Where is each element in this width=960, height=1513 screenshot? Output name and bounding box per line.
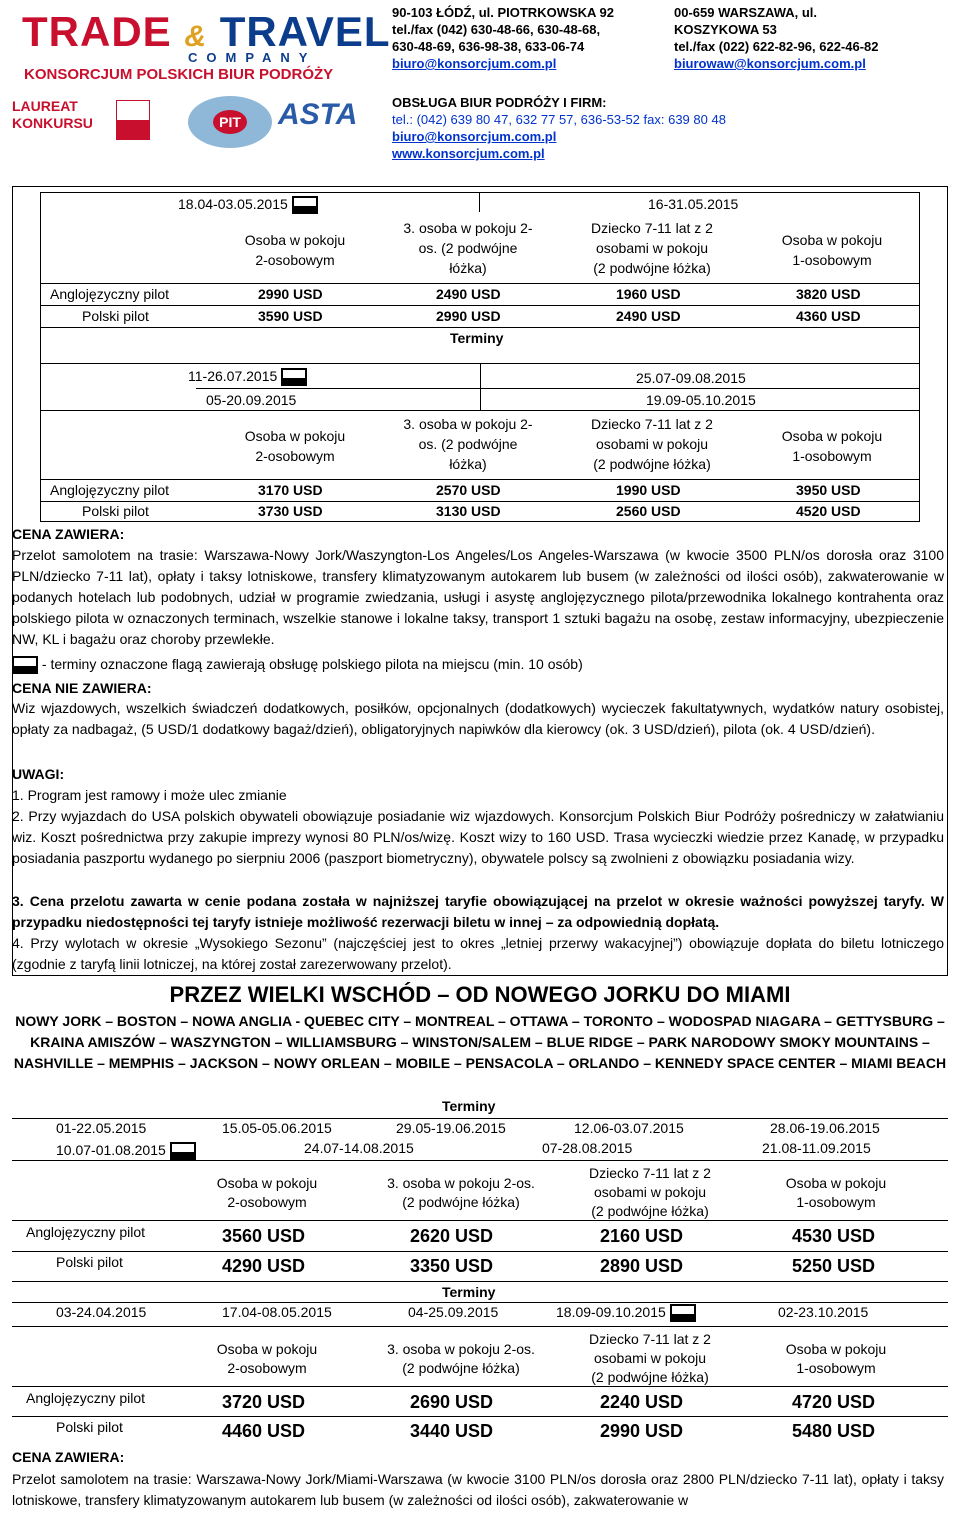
col1-line: 2-osobowym [227,1360,307,1376]
price-cell: 4360 USD [796,308,861,324]
col3-line: osobami w pokoju [595,240,709,256]
price-cell: 5250 USD [792,1256,876,1276]
col4-line: Osoba w pokoju [785,1175,887,1191]
t4-date-flag-text: 18.09-09.10.2015 [556,1304,666,1320]
row-line [12,1220,948,1221]
row-line [40,501,920,502]
col4-line: 1-osobowym [796,1360,876,1376]
t1-col4-header [762,230,902,270]
col1-line: 2-osobowym [255,448,335,464]
row-line [12,1302,948,1303]
col4-line: Osoba w pokoju [785,1341,887,1357]
service-tel: tel.: (042) 639 80 47, 632 77 57, 636-53-52 fax: 639 80 48 [392,112,726,127]
price-cell: 5480 USD [792,1421,876,1441]
t3-date-flag [56,1142,196,1160]
t4-col4-header [766,1340,906,1378]
laureat-flag-icon [116,100,150,140]
row-line [40,410,920,411]
col2-line: łóżka) [449,456,487,472]
uwaga-2: 2. Przy wyjazdach do USA polskich obywateli obowiązuje posiadanie wiz wjazdowych. Konsorcjum Polskich Biur Podróży pośredniczy w załatwianiu wiz. Koszt pośrednictwa przy zakupie imprezy wynosi 80 PLN/os/wizę. Koszt wizy to 160 USD. Trasa wycieczki wiedzie przez Kanadę, w przypadku posiadania paszportu wydanego po sierpniu 2006 (paszport biometryczny), obywatele polscy są zwolnieni z obowiązku posiadania wizy. [12,808,944,866]
t1-col1-header [230,230,360,270]
t4-col1-header [202,1340,332,1378]
pit-label: PIT [213,110,247,134]
row-label-english-pilot: Anglojęzyczny pilot [50,482,170,498]
polish-flag-icon [670,1304,696,1322]
t2-date-line [196,388,920,389]
lodz-line: tel./fax (042) 630-48-66, 630-48-68, [392,22,601,37]
col3-line: (2 podwójne łóżka) [593,260,711,276]
price-cell: 4720 USD [792,1392,876,1412]
service-www-link[interactable]: www.konsorcjum.com.pl [392,146,545,161]
col3-line: osobami w pokoju [595,436,709,452]
col4-line: Osoba w pokoju [781,428,883,444]
price-cell: 2570 USD [436,482,501,498]
lodz-email-link[interactable]: biuro@konsorcjum.com.pl [392,56,557,71]
service-title: OBSŁUGA BIUR PODRÓŻY I FIRM: [392,95,607,110]
t2-col3-header [572,414,732,474]
col1-line: Osoba w pokoju [216,1341,318,1357]
tour-title: PRZEZ WIELKI WSCHÓD – OD NOWEGO JORKU DO MIAMI [169,982,791,1007]
t3-col4-header [766,1174,906,1212]
terminy-label: Terminy [442,1098,496,1114]
polish-flag-icon [170,1142,196,1160]
date-cell: 15.05-05.06.2015 [222,1120,332,1136]
polish-flag-icon [292,196,318,214]
service-email-link[interactable]: biuro@konsorcjum.com.pl [392,129,557,144]
laureat-line2: KONKURSU [12,115,93,131]
warsaw-line: KOSZYKOWA 53 [674,22,777,37]
terminy-label: Terminy [442,1284,496,1300]
price-cell: 1960 USD [616,286,681,302]
t2-col2-header [388,414,548,474]
col3-line: (2 podwójne łóżka) [593,456,711,472]
row-line [12,1386,948,1387]
price-cell: 2620 USD [410,1226,494,1246]
row-line [12,1326,948,1327]
polish-flag-icon [281,368,307,386]
date-cell: 17.04-08.05.2015 [222,1304,332,1320]
price-cell: 3350 USD [410,1256,494,1276]
price-cell: 2690 USD [410,1392,494,1412]
warsaw-line: tel./fax (022) 622-82-96, 622-46-82 [674,39,879,54]
polish-flag-icon [12,656,38,674]
row-line [40,327,920,328]
row-label-polish-pilot: Polski pilot [82,308,149,324]
price-cell: 3730 USD [258,503,323,519]
col2-line: os. (2 podwójne [418,436,518,452]
row-line [40,305,920,306]
price-cell: 3130 USD [436,503,501,519]
date-cell: 24.07-14.08.2015 [304,1140,414,1156]
col4-line: 1-osobowym [792,448,872,464]
price-cell: 3720 USD [222,1392,306,1412]
cena-nie-zawiera-text: Wiz wjazdowych, wszelkich świadczeń dodatkowych, posiłków, opcjonalnych (dodatkowych) wycieczek fakultatywnych, wydatków natury osobistej, opłaty za nadbagaż, (5 USD/1 dodatkowy bagaż/dzień), obligatoryjnych napiwków dla kierowcy (ok. 3 USD/dzień), pilota (ok. 4 USD/dzień). [12,700,944,737]
uwaga-1: 1. Program jest ramowy i może ulec zmianie [12,787,287,803]
col3-line: Dziecko 7-11 lat z 2 [591,220,713,236]
terminy-label: Terminy [450,330,504,346]
col3-line: Dziecko 7-11 lat z 2 [589,1331,711,1347]
cena-zawiera-heading-2: CENA ZAWIERA: [12,1449,125,1465]
col1-line: Osoba w pokoju [216,1175,318,1191]
price-cell: 2560 USD [616,503,681,519]
flag-note [12,654,944,675]
price-cell: 4520 USD [796,503,861,519]
col2-line: łóżka) [449,260,487,276]
col2-line: os. (2 podwójne [418,240,518,256]
row-label-polish-pilot: Polski pilot [56,1254,123,1270]
uwaga-4: 4. Przy wylotach w okresie „Wysokiego Sezonu” (najczęściej jest to okres „letniej przerwy wakacyjnej”) obowiązuje dopłata do biletu lotniczego (zgodnie z taryfą linii lotniczej, na której został zarezerwowany przelot). [12,935,944,972]
row-label-polish-pilot: Polski pilot [56,1419,123,1435]
row-label-english-pilot: Anglojęzyczny pilot [26,1390,146,1406]
laureat-line1: LAUREAT [12,98,78,114]
t3-date-flag-text: 10.07-01.08.2015 [56,1142,166,1158]
t4-col3-header [570,1330,730,1387]
price-cell: 2490 USD [616,308,681,324]
page-header [0,0,960,172]
row-line [40,283,920,284]
price-cell: 3820 USD [796,286,861,302]
t2-date-d: 19.09-05.10.2015 [646,392,756,408]
row-label-english-pilot: Anglojęzyczny pilot [50,286,170,302]
service-info [392,94,726,162]
t4-date-flag [556,1304,696,1322]
t2-divider [480,364,481,410]
row-line [12,1251,948,1252]
col1-line: 2-osobowym [227,1194,307,1210]
col4-line: 1-osobowym [792,252,872,268]
uwaga-3: 3. Cena przelotu zawarta w cenie podana została w najniższej taryfie obowiązującej na przelot w okresie ważności powyższej taryfy. W przypadku niedostępności tej taryfy istnieje możliwość rezerwacji biletu w innej – za odpowiednią dopłatą. [12,893,944,930]
col3-line: osobami w pokoju [593,1184,707,1200]
logo-trade-text: TRADE [22,8,172,55]
t1-date-right: 16-31.05.2015 [648,196,739,212]
logo-konsorcjum: KONSORCJUM POLSKICH BIUR PODRÓŻY [24,66,334,83]
col2-line: 3. osoba w pokoju 2-os. [387,1341,535,1357]
date-cell: 29.05-19.06.2015 [396,1120,506,1136]
col4-line: 1-osobowym [796,1194,876,1210]
t2-col4-header [762,426,902,466]
laureat-badge [12,98,102,144]
price-cell: 2490 USD [436,286,501,302]
asta-logo: ASTA [278,98,358,131]
col3-line: (2 podwójne łóżka) [591,1203,709,1219]
row-line [12,1118,948,1119]
t2-date-a [188,368,307,386]
col2-line: (2 podwójne łóżka) [402,1360,520,1376]
warsaw-email-link[interactable]: biurowaw@konsorcjum.com.pl [674,56,866,71]
price-cell: 3440 USD [410,1421,494,1441]
date-cell: 01-22.05.2015 [56,1120,147,1136]
price-cell: 3170 USD [258,482,323,498]
col3-line: (2 podwójne łóżka) [591,1369,709,1385]
col2-line: (2 podwójne łóżka) [402,1194,520,1210]
t4-col2-header [376,1340,546,1378]
price-cell: 2990 USD [436,308,501,324]
row-line [40,479,920,480]
date-cell: 03-24.04.2015 [56,1304,147,1320]
t1-col2-header [388,218,548,278]
price-cell: 1990 USD [616,482,681,498]
date-cell: 28.06-19.06.2015 [770,1120,880,1136]
cena-zawiera-heading: CENA ZAWIERA: [12,526,125,542]
price-cell: 3590 USD [258,308,323,324]
row-line [12,1160,948,1161]
price-cell: 4530 USD [792,1226,876,1246]
lodz-line: 630-48-69, 636-98-38, 633-06-74 [392,39,585,54]
t3-col2-header [376,1174,546,1212]
trade-travel-logo [22,8,391,56]
price-cell: 4460 USD [222,1421,306,1441]
lodz-line: 90-103 ŁÓDŹ, ul. PIOTRKOWSKA 92 [392,5,615,20]
t1-date-left [178,196,318,214]
col2-line: 3. osoba w pokoju 2- [403,220,533,236]
t1-col3-header [572,218,732,278]
t2-date-a-text: 11-26.07.2015 [188,368,278,384]
pit-logo [188,96,272,148]
price-cell: 2890 USD [600,1256,684,1276]
lodz-office [392,4,614,72]
date-cell: 12.06-03.07.2015 [574,1120,684,1136]
warsaw-line: 00-659 WARSZAWA, ul. [674,5,818,20]
logo-company: COMPANY [188,50,317,65]
col1-line: 2-osobowym [255,252,335,268]
col2-line: 3. osoba w pokoju 2- [403,416,533,432]
col4-line: Osoba w pokoju [781,232,883,248]
t1-date-left-text: 18.04-03.05.2015 [178,196,288,212]
tour-route: NOWY JORK – BOSTON – NOWA ANGLIA - QUEBEC CITY – MONTREAL – OTTAWA – TORONTO – WODOSPAD NIAGARA – GETTYSBURG – KRAINA AMISZÓW – WASZYNGTON – WILLIAMSBURG – WINSTON/SALEM – BLUE RIDGE – PARK NARODOWY SMOKY MOUNTAINS – NASHVILLE – MEMPHIS – JACKSON – NOWY ORLEAN – MOBILE – PENSACOLA – ORLANDO – KENNEDY SPACE CENTER – MIAMI BEACH [13,1013,947,1071]
logo-amp: & [184,20,208,53]
date-cell: 07-28.08.2015 [542,1140,633,1156]
date-cell: 21.08-11.09.2015 [762,1140,871,1156]
t3-col3-header [570,1164,730,1221]
row-line [12,1281,948,1282]
warsaw-office [674,4,879,72]
t2-col1-header [230,426,360,466]
price-cell: 2160 USD [600,1226,684,1246]
uwagi-heading: UWAGI: [12,766,65,782]
t2-date-c: 05-20.09.2015 [206,392,297,408]
logo-travel-text: TRAVEL [219,8,391,55]
cena-zawiera-text-2: Przelot samolotem na trasie: Warszawa-Nowy Jork/Miami-Warszawa (w kwocie 3100 PLN/os dorosła oraz 2800 PLN/dziecko 7-11 lat), opłaty i taksy lotniskowe, transfery klimatyzowanym autokarem lub busem (w zależności od ilości osób), zakwaterowanie w [12,1471,944,1508]
col3-line: osobami w pokoju [593,1350,707,1366]
col3-line: Dziecko 7-11 lat z 2 [591,416,713,432]
price-cell: 2990 USD [258,286,323,302]
price-cell: 4290 USD [222,1256,306,1276]
row-line [12,1416,948,1417]
date-cell: 04-25.09.2015 [408,1304,499,1320]
row-label-english-pilot: Anglojęzyczny pilot [26,1224,146,1240]
col1-line: Osoba w pokoju [244,232,346,248]
t2-date-b: 25.07-09.08.2015 [636,370,746,386]
col3-line: Dziecko 7-11 lat z 2 [589,1165,711,1181]
price-cell: 2240 USD [600,1392,684,1412]
cena-zawiera-text: Przelot samolotem na trasie: Warszawa-Nowy Jork/Waszyngton-Los Angeles/Los Angeles-Warszawa (w kwocie 3500 PLN/os dorosła oraz 3100 PLN/dziecko 7-11 lat), opłaty i taksy lotniskowe, transfery klimatyzowanym autokarem lub busem (w zależności od ilości osób), zakwaterowanie w podanych hotelach lub podobnych, udział w programie zwiedzania, usługi i asystę anglojęzycznego pilota/przewodnika lokalnego kontrahenta oraz polskiego pilota w oznaczonych terminach, wszelkie stanowe i lokalne taksy, transport 1 sztuki bagażu na osobę, zestaw informacyjny, ubezpieczenie NW, KL i bagażu oraz choroby przewlekłe. [12,547,944,647]
date-cell: 02-23.10.2015 [778,1304,869,1320]
flag-note-text: - terminy oznaczone flagą zawierają obsługę polskiego pilota na miejscu (min. 10 osób) [41,656,583,672]
col1-line: Osoba w pokoju [244,428,346,444]
cena-nie-zawiera-heading: CENA NIE ZAWIERA: [12,680,152,696]
row-label-polish-pilot: Polski pilot [82,503,149,519]
t3-col1-header [202,1174,332,1212]
price-cell: 3560 USD [222,1226,306,1246]
price-cell: 2990 USD [600,1421,684,1441]
col2-line: 3. osoba w pokoju 2-os. [387,1175,535,1191]
price-cell: 3950 USD [796,482,861,498]
